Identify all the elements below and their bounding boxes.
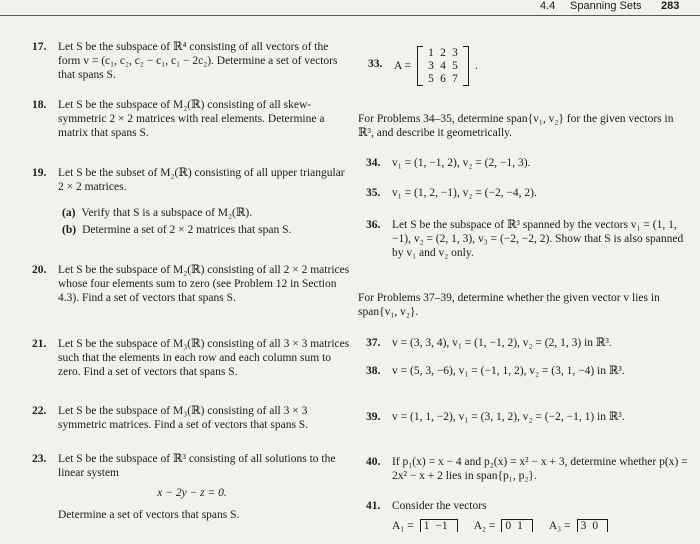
- problem-36: 36. Let S be the subspace of ℝ³ spanned by the vectors v₁ = (1, 1, −1), v₂ = (2, 1, 3), v₃ = (−2, −2, 2). Show that S is also spanned by v₁ and v₂ only.: [366, 219, 684, 259]
- problem-19b: (b) Determine a set of 2 × 2 matrices that span S.: [62, 224, 292, 236]
- matrix-a-entry: 6: [440, 73, 446, 85]
- problem-37: 37. v = (3, 3, 4), v₁ = (1, −1, 2), v₂ = (2, 1, 3) in ℝ³.: [366, 337, 612, 349]
- matrix-a-entry: 2: [440, 47, 446, 59]
- problem-38: 38. v = (5, 3, −6), v₁ = (−1, 1, 2), v₂ = (3, 1, −4) in ℝ³.: [366, 365, 625, 377]
- running-header: [0, 0, 700, 14]
- problem-35: 35. v₁ = (1, 2, −1), v₂ = (−2, −4, 2).: [366, 187, 537, 199]
- page-number: 283: [661, 0, 680, 12]
- problem-20: 20. Let S be the subspace of M₂(ℝ) consisting of all 2 × 2 matrices whose four elements sum to zero (see Problem 12 in Section 4.3). Find a set of vectors that spans S.: [32, 264, 350, 304]
- instructions-37-39: For Problems 37–39, determine whether the given vector v lies in span{v₁, v₂}.: [358, 292, 660, 318]
- matrix-a-entry: 5: [428, 73, 434, 85]
- matrix-name: A₁ =: [392, 520, 414, 532]
- instructions-34-35: For Problems 34–35, determine span{v₁, v₂} for the given vectors in ℝ³, and describe it geometrically.: [358, 113, 674, 139]
- problem-18: 18. Let S be the subspace of M₂(ℝ) consisting of all skew-symmetric 2 × 2 matrices with real elements. Determine a matrix that spans S.: [32, 99, 325, 139]
- problem-41-matrix: [392, 519, 464, 533]
- problem-41: 41. Consider the vectors A₁ = 1 −1 A₂ = 0 1 A₃ = 3 0: [366, 499, 692, 533]
- matrix-A: [417, 46, 469, 86]
- problem-17: 17. Let S be the subspace of ℝ⁴ consisting of all vectors of the form v = (c₁, c₂, c₂ − c₁, c₁ − 2c₂). Determine a set of vectors that spans S.: [32, 41, 338, 81]
- problem-41-matrix: [549, 519, 614, 533]
- problem-41-matrices: [392, 519, 692, 533]
- matrix-name: A₃ =: [548, 520, 571, 532]
- problem-22: 22. Let S be the subspace of M₃(ℝ) consisting of all 3 × 3 symmetric matrices. Find a set of vectors that spans S.: [32, 405, 309, 431]
- matrix-top-row: [501, 519, 533, 532]
- problem-19a: (a) Verify that S is a subspace of M₂(ℝ).: [62, 207, 253, 219]
- problem-33: 33. A = 1 2 3 3 4 5 5 6 7 .: [368, 47, 478, 85]
- matrix-entry: 3: [580, 520, 587, 532]
- problem-39: 39. v = (1, 1, −2), v₁ = (3, 1, 2), v₂ = (−2, −1, 1) in ℝ³.: [366, 411, 625, 423]
- matrix-a-entry: 4: [440, 60, 446, 72]
- matrix-a-entry: 5: [452, 60, 458, 72]
- section-number: 4.4: [540, 0, 556, 12]
- matrix-name: A₂ =: [473, 520, 496, 532]
- linear-system-equation: x − 2y − z = 0.: [157, 487, 227, 499]
- section-title: Spanning Sets: [570, 0, 642, 12]
- header-rule: [0, 15, 700, 16]
- matrix-entry: 0: [505, 520, 512, 532]
- problem-34: 34. v₁ = (1, −1, 2), v₂ = (2, −1, 3).: [366, 157, 531, 169]
- matrix-entry: 1: [423, 520, 430, 532]
- problem-21: 21. Let S be the subspace of M₃(ℝ) consisting of all 3 × 3 matrices such that the elements in each row and each column sum to zero. Find a set of vectors that spans S.: [32, 338, 350, 378]
- problem-41-matrix: [474, 519, 539, 533]
- matrix-a-entry: 3: [452, 47, 458, 59]
- matrix-entry: −1: [435, 520, 448, 532]
- problem-40: 40. If p₁(x) = x − 4 and p₂(x) = x² − x + 3, determine whether p(x) = 2x² − x + 2 lies in span{p₁, p₂}.: [366, 456, 688, 482]
- problem-23: 23. Let S be the subspace of ℝ³ consisting of all solutions to the linear system x − 2y − z = 0. Determine a set of vectors that spans S.: [32, 452, 352, 522]
- matrix-a-entry: 7: [452, 73, 458, 85]
- matrix-top-row: [577, 519, 609, 532]
- problem-19: 19. Let S be the subset of M₂(ℝ) consisting of all upper triangular 2 × 2 matrices. (a) Verify that S is a subspace of M₂(ℝ). (b) Determine a set of 2 × 2 matrices that span S.: [32, 166, 352, 237]
- matrix-entry: 1: [517, 520, 523, 532]
- matrix-a-entry: 1: [428, 47, 434, 59]
- matrix-a-entry: 3: [428, 60, 434, 72]
- matrix-top-row: [420, 519, 458, 532]
- matrix-entry: 0: [592, 520, 599, 532]
